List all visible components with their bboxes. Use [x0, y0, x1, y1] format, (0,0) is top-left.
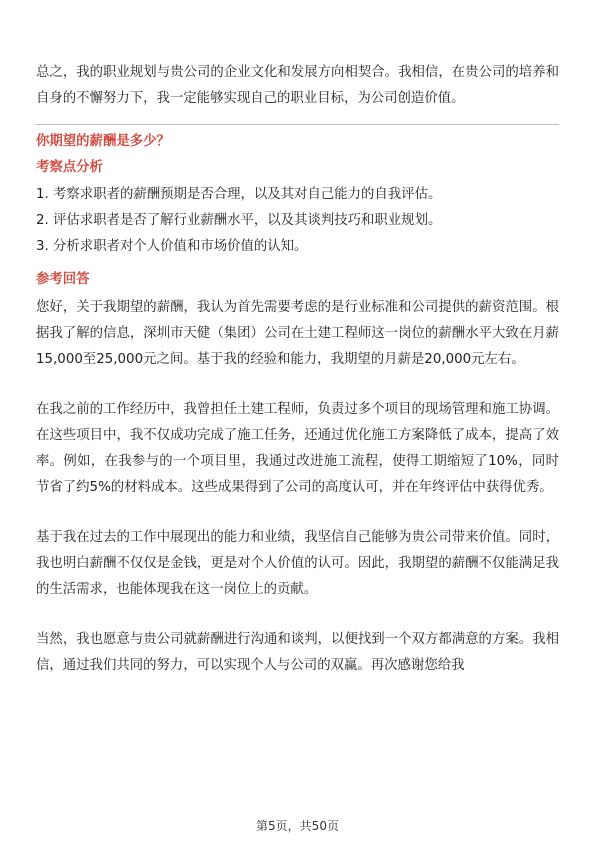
- answer-paragraph: 您好，关于我期望的薪酬，我认为首先需要考虑的是行业标准和公司提供的薪资范围。根据我了解的信息，深圳市天健（集团）公司在土建工程师这一岗位的薪酬水平大致在月薪15,000至25,000元之间。基于我的经验和能力，我期望的月薪是20,000元左右。: [36, 300, 559, 367]
- answer-paragraph: 在我之前的工作经历中，我曾担任土建工程师，负责过多个项目的现场管理和施工协调。在这些项目中，我不仅成功完成了施工任务，还通过优化施工方案降低了成本，提高了效率。例如，在我参与的一个项目里，我通过改进施工流程，使得工期缩短了10%，同时节省了约5%的材料成本。这些成果得到了公司的高度认可，并在年终评估中获得优秀。: [36, 402, 559, 495]
- question-heading: 你期望的薪酬是多少？: [36, 134, 170, 149]
- analysis-heading: 考察点分析: [36, 160, 103, 175]
- analysis-item: 2. 评估求职者是否了解行业薪酬水平，以及其谈判技巧和职业规划。: [36, 213, 442, 228]
- page-number: 第5页，共50页: [256, 819, 339, 833]
- intro-paragraph: 总之，我的职业规划与贵公司的企业文化和发展方向相契合。我相信，在贵公司的培养和自身的不懈努力下，我一定能够实现自己的职业目标，为公司创造价值。: [36, 65, 559, 106]
- answer-paragraph: 当然，我也愿意与贵公司就薪酬进行沟通和谈判，以便找到一个双方都满意的方案。我相信，通过我们共同的努力，可以实现个人与公司的双赢。再次感谢您给我: [36, 632, 559, 673]
- analysis-item: 1. 考察求职者的薪酬预期是否合理，以及其对自己能力的自我评估。: [36, 187, 442, 202]
- document-page: [36, 60, 559, 679]
- answer-heading: 参考回答: [36, 272, 90, 287]
- section-divider: [36, 124, 559, 125]
- answer-paragraph: 基于我在过去的工作中展现出的能力和业绩，我坚信自己能够为贵公司带来价值。同时，我也明白薪酬不仅仅是金钱，更是对个人价值的认可。因此，我期望的薪酬不仅能满足我的生活需求，也能体现我在这一岗位上的贡献。: [36, 530, 559, 597]
- analysis-item: 3. 分析求职者对个人价值和市场价值的认知。: [36, 239, 308, 254]
